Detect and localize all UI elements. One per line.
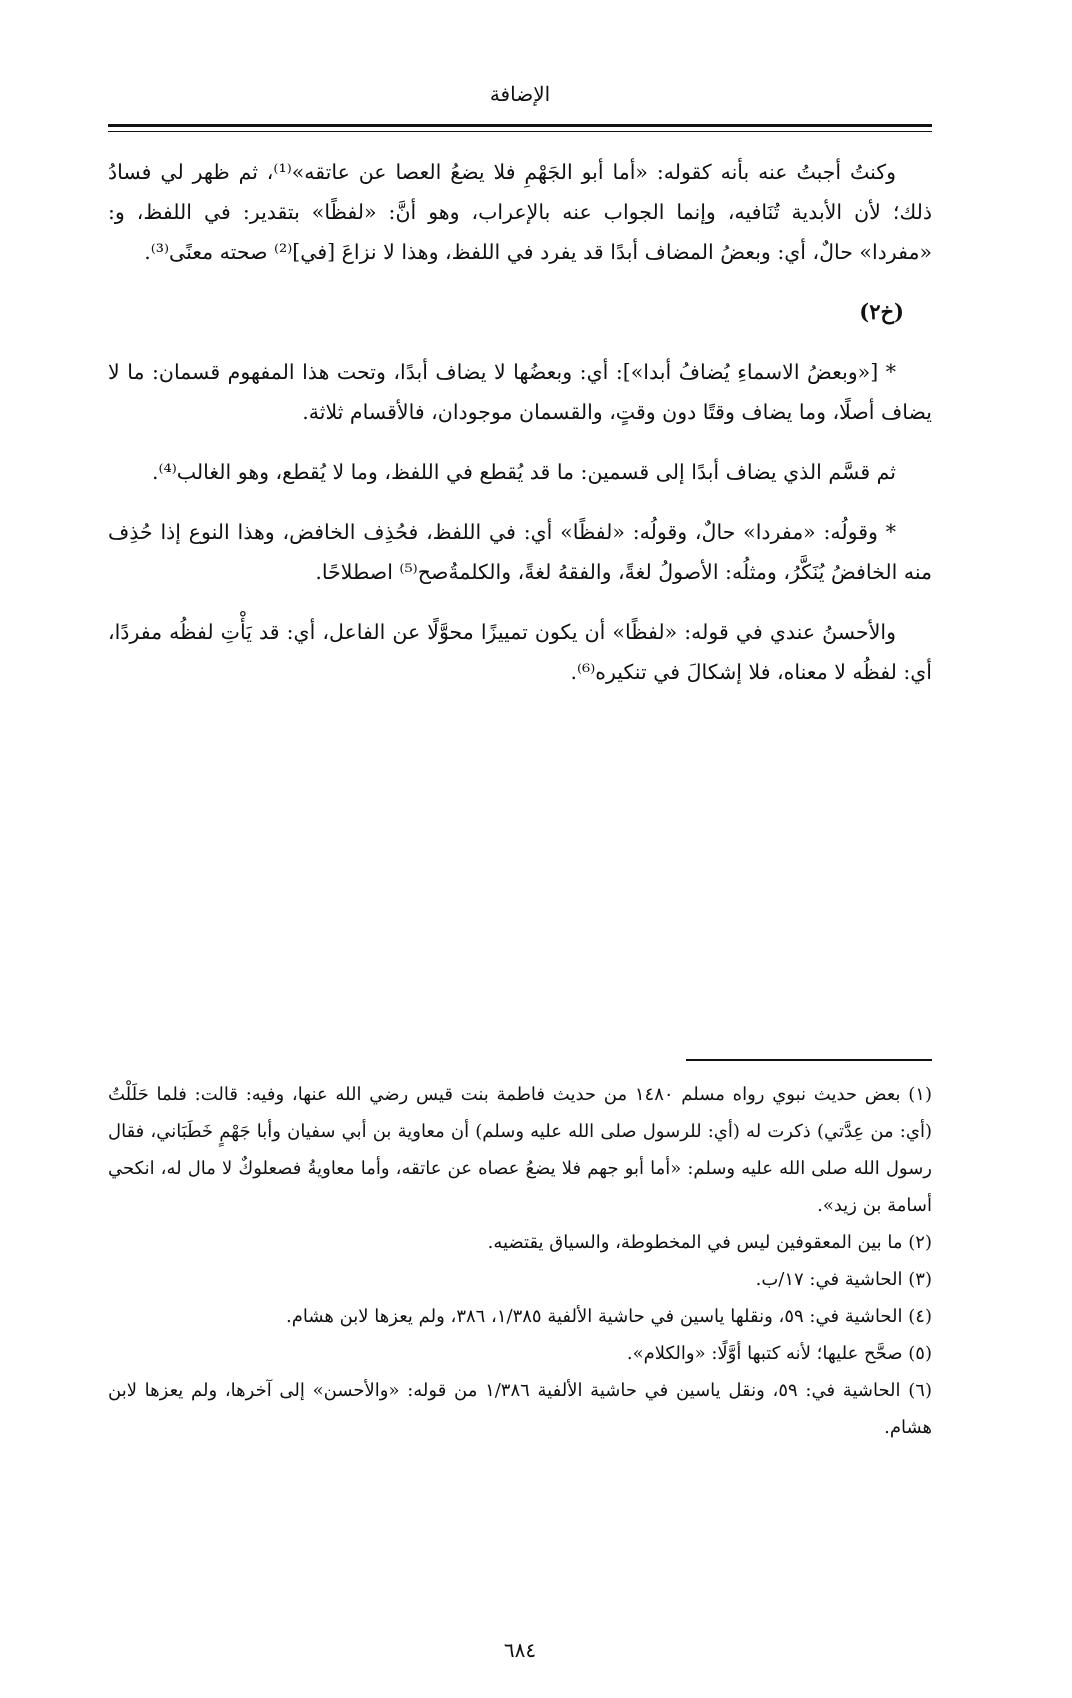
paragraph: والأحسنُ عندي في قوله: «لفظًا» أن يكون تمييزًا محوَّلًا عن الفاعل، أي: قد يَأْتِ لفظُه مفردًا، أي: لفظُه لا معناه، فلا إشكالَ في تنكيره⁽⁶⁾. <box>108 620 932 684</box>
paragraph: ثم قسَّم الذي يضاف أبدًا إلى قسمين: ما قد يُقطع في اللفظ، وما لا يُقطع، وهو الغالب⁽⁴⁾. <box>151 460 896 484</box>
body-text <box>108 152 932 712</box>
footnote: (١) بعض حديث نبوي رواه مسلم ١٤٨٠ من حديث فاطمة بنت قيس رضي الله عنها، وفيه: قالت: فلما حَلَلْتُ (أي: من عِدَّتي) ذكرت له (أي: للرسول صلى الله عليه وسلم) أن معاوية بن أبي سفيان وأبا جَهْمٍ خَطَبَاني، فقال رسول الله صلى الله عليه وسلم: «أما أبو جهم فلا يضعُ عصاه عن عاتقه، وأما معاويةُ فصعلوكٌ لا مال له، انكحي أسامة بن زيد». <box>108 1084 932 1216</box>
footnote-separator <box>686 1059 932 1061</box>
running-head: الإضافة <box>489 82 551 106</box>
paragraph: وكنتُ أجبتُ عنه بأنه كقوله: «أما أبو الجَهْمِ فلا يضعُ العصا عن عاتقه»⁽¹⁾، ثم ظهر لي فسادُ ذلك؛ لأن الأبدية تُنَافيه، وإنما الجواب عنه بالإعراب، وهو أنَّ: «لفظًا» بتقدير: في اللفظ، و: «مفردا» حالٌ، أي: وبعضُ المضاف أبدًا قد يفرد في اللفظ، وهذا لا نزاعَ [في]⁽²⁾ صحته معنًى⁽³⁾. <box>108 160 932 264</box>
document-page <box>108 0 932 1698</box>
footnote: (٤) الحاشية في: ٥٩، ونقلها ياسين في حاشية الألفية ١/٣٨٥، ٣٨٦، ولم يعزها لابن هشام. <box>285 1306 932 1327</box>
page-number: ٦٨٤ <box>503 1638 537 1662</box>
header-rule-thin <box>108 131 932 132</box>
footnote: (٣) الحاشية في: ١٧/ب. <box>755 1269 932 1290</box>
footnote: (٢) ما بين المعقوفين ليس في المخطوطة، والسياق يقتضيه. <box>487 1232 932 1253</box>
header-rule-thick <box>108 124 932 127</box>
footnote: (٥) صحَّح عليها؛ لأنه كتبها أوَّلًا: «والكلام». <box>626 1343 932 1364</box>
footnotes <box>108 1076 932 1446</box>
paragraph: * وقولُه: «مفردا» حالٌ، وقولُه: «لفظًا» أي: في اللفظ، فحُذِف الخافض، وهذا النوع إذا حُذِف منه الخافضُ يُنَكَّرُ، ومثلُه: الأصولُ لغةً، والفقهُ لغةً، والكلمةُصح⁽⁵⁾ اصطلاحًا. <box>108 520 932 584</box>
footnote: (٦) الحاشية في: ٥٩، ونقل ياسين في حاشية الألفية ١/٣٨٦ من قوله: «والأحسن» إلى آخرها، ولم يعزها لابن هشام. <box>108 1380 932 1438</box>
paragraph: * [«وبعضُ الاسماءِ يُضافُ أبدا»]: أي: وبعضُها لا يضاف أبدًا، وتحت هذا المفهوم قسمان: ما لا يضاف أصلًا، وما يضاف وقتًا دون وقتٍ، والقسمان موجودان، فالأقسام ثلاثة. <box>108 360 932 424</box>
section-marker: (خ٢) <box>859 299 904 324</box>
